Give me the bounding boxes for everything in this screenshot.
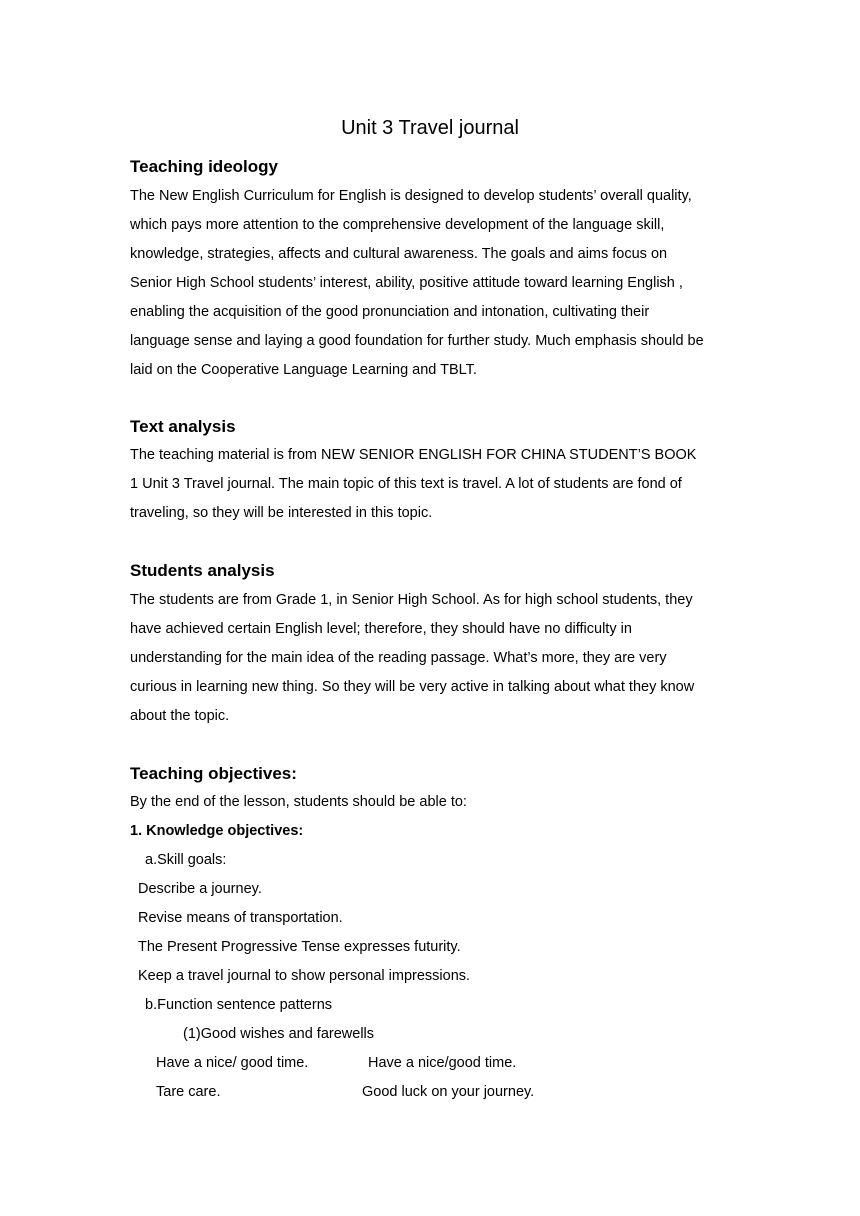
paragraph-line: about the topic. <box>130 708 230 724</box>
paragraph-line: The New English Curriculum for English is designed to develop students’ overall quality, <box>130 188 692 204</box>
paragraph-line: which pays more attention to the comprehensive development of the language skill, <box>130 217 665 233</box>
document-title: Unit 3 Travel journal <box>341 117 519 139</box>
function-patterns-label: b.Function sentence patterns <box>145 997 333 1013</box>
wishes-left: Tare care. <box>156 1084 221 1100</box>
paragraph-text-analysis <box>130 441 740 528</box>
wishes-right: Have a nice/good time. <box>368 1055 517 1071</box>
paragraph-line: laid on the Cooperative Language Learning and TBLT. <box>130 362 477 378</box>
skill-goals-label: a.Skill goals: <box>145 852 227 868</box>
paragraph-line: understanding for the main idea of the reading passage. What’s more, they are very <box>130 650 667 666</box>
paragraph-students-analysis <box>130 586 740 731</box>
paragraph-line: language sense and laying a good foundation for further study. Much emphasis should be <box>130 333 704 349</box>
paragraph-line: knowledge, strategies, affects and cultural awareness. The goals and aims focus on <box>130 246 668 262</box>
heading-text-analysis: Text analysis <box>130 417 236 436</box>
paragraph-line: curious in learning new thing. So they will be very active in talking about what they know <box>130 679 695 695</box>
paragraph-line: Senior High School students’ interest, ability, positive attitude toward learning English , <box>130 275 683 291</box>
paragraph-line: enabling the acquisition of the good pronunciation and intonation, cultivating their <box>130 304 650 320</box>
paragraph-line: The students are from Grade 1, in Senior High School. As for high school students, they <box>130 592 693 608</box>
skill-goal-item: Revise means of transportation. <box>138 910 343 926</box>
heading-students-analysis: Students analysis <box>130 561 275 580</box>
objectives-intro: By the end of the lesson, students should be able to: <box>130 794 467 810</box>
wishes-label: (1)Good wishes and farewells <box>183 1026 375 1042</box>
heading-teaching-objectives: Teaching objectives: <box>130 764 297 783</box>
skill-goal-item: The Present Progressive Tense expresses futurity. <box>138 939 461 955</box>
skill-goal-item: Keep a travel journal to show personal impressions. <box>138 968 471 984</box>
paragraph-line: The teaching material is from NEW SENIOR ENGLISH FOR CHINA STUDENT’S BOOK <box>130 447 697 463</box>
wishes-right: Good luck on your journey. <box>362 1084 535 1100</box>
paragraph-line: have achieved certain English level; therefore, they should have no difficulty in <box>130 621 632 637</box>
paragraph-line: 1 Unit 3 Travel journal. The main topic of this text is travel. A lot of students are fond of <box>130 476 682 492</box>
wishes-left: Have a nice/ good time. <box>156 1055 309 1071</box>
knowledge-objectives-heading: 1. Knowledge objectives: <box>130 823 304 839</box>
skill-goal-item: Describe a journey. <box>138 881 262 897</box>
paragraph-line: traveling, so they will be interested in this topic. <box>130 505 433 521</box>
heading-teaching-ideology: Teaching ideology <box>130 157 278 176</box>
paragraph-teaching-ideology <box>130 182 740 385</box>
